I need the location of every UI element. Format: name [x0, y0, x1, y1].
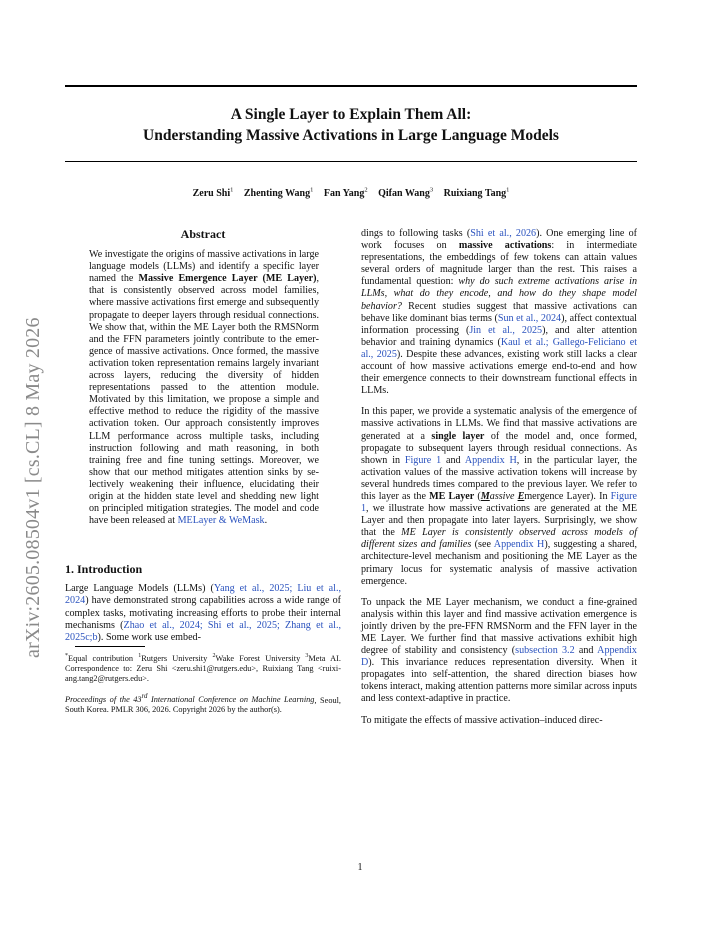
bold-term: ME Layer: [429, 490, 475, 502]
body-text: ), suggesting a shared, architecture-level mechanism and positioning the ME Layer as the primary locus for systematic analysis of massive activation emergence.: [361, 539, 637, 587]
footnote-text: Meta AI. Correspondence to: Zeru Shi <zeru.shi1@rutgers.edu>, Ruixiang Tang <ruixiang.tang2@rutgers.edu>.: [65, 653, 341, 683]
code-link[interactable]: MELayer & WeMask: [177, 515, 265, 527]
paragraph: [361, 406, 637, 587]
abstract-text: , that is consistently observed across model families, where massive activations first emerge and subsequently propagate to deeper layers through residual connections. We show that, within the ME Layer both the RMSNorm and the FFN parameters jointly contribute to the emergence of massive activations. Once formed, the massive activation token representation remains largely invariant across layers, reducing the diversity of hidden representations passed to the attention module. Motivated by this limitation, we propose a simple and effective method to reduce the rigidity of the massive activation token. Our approach consistently improves LLM performance across multiple tasks, including instruction following and math reasoning, in both training free and fine tuning settings. Moreover, we show that our method mitigates attention sinks by selectively weakening their influence, elucidating their origin at the hidden state level and shedding new light on principled mitigation strategies. The model and code have been released at: [89, 273, 319, 527]
paragraph: [361, 597, 637, 706]
citation-link[interactable]: Jin et al., 2025: [469, 324, 543, 336]
bold-term: massive activations: [458, 240, 552, 252]
body-text: ). One emerging line of work focuses on: [361, 228, 638, 252]
footnote-mark: 1: [138, 652, 142, 659]
citation-link[interactable]: Kaul et al.; Gallego-Feliciano et al., 2025: [361, 336, 637, 360]
appendix-link[interactable]: Appendix H: [464, 454, 517, 466]
acronym-letter: E: [517, 490, 525, 502]
body-text: and: [574, 645, 598, 657]
body-text: Recent studies suggest that massive activations can behave like dominant bias terms (: [361, 300, 637, 324]
proceedings-sup: rd: [141, 693, 148, 701]
author: [324, 188, 368, 199]
citation-link[interactable]: Shi et al., 2026: [470, 228, 537, 239]
italic-text: assive: [489, 490, 518, 502]
author-name: Ruixiang Tang: [443, 188, 507, 200]
proceedings-text: , Seoul, South Korea. PMLR 306, 2026. Copyright 2026 by the author(s).: [65, 695, 342, 715]
author-affiliation: 1: [506, 187, 510, 194]
proceedings-note: [65, 693, 341, 716]
footnote-text: Equal contribution: [68, 653, 139, 663]
author-name: Fan Yang: [323, 188, 365, 200]
author-affiliation: 1: [230, 187, 234, 194]
citation-link[interactable]: Yang et al., 2025; Liu et al., 2024: [65, 583, 341, 607]
arxiv-stamp-text: arXiv:2605.08504v1 [cs.CL] 8 May 2026: [22, 317, 44, 658]
figure-link[interactable]: Figure 1: [404, 454, 442, 466]
author-affiliation: 2: [364, 187, 368, 194]
body-text: mergence Layer). In: [524, 490, 611, 502]
arxiv-stamp: [20, 258, 46, 658]
section-heading: 1. Introduction: [65, 562, 143, 577]
body-text: ). Despite these advances, existing work still lacks a clear account of how massive activations emerge end-to-end and how their emergence connects to their downstream functional effects in LLMs.: [361, 348, 637, 397]
title-line-1: A Single Layer to Explain Them All:: [230, 106, 472, 123]
body-text: ). This invariance reduces representation diversity. When it propagates into self-attention, the shared direction biases how tokens interact, making attention patterns more similar across inputs and less context-adaptive in practice.: [361, 657, 637, 705]
author-name: Qifan Wang: [378, 188, 430, 200]
italic-text: ME Layer is consistently observed across models of different sizes and families: [361, 527, 637, 551]
body-text: Large Language Models (LLMs) (: [65, 583, 214, 595]
body-text: , in the particular layer, the activation values of the massive activation tokens will increase by several hundreds times compared to the previous layer. We refer to this layer as the: [361, 454, 637, 502]
right-column: [361, 228, 637, 727]
author: [444, 188, 510, 199]
body-text: (: [474, 490, 481, 502]
author-name: Zeru Shi: [192, 188, 231, 200]
title-bottom-rule: [65, 161, 637, 162]
acronym-letter: M: [480, 490, 490, 502]
appendix-link[interactable]: Appendix H: [493, 539, 545, 551]
page-number: 1: [357, 862, 363, 873]
abstract-heading: Abstract: [180, 227, 226, 241]
body-text: (see: [471, 539, 494, 551]
left-column: [65, 228, 341, 715]
paragraph: [361, 228, 637, 397]
author-name: Zhenting Wang: [243, 188, 311, 200]
body-text: dings to following tasks (: [361, 228, 471, 239]
body-text: ). Some work use embed-: [97, 631, 201, 643]
italic-text: why do such extreme activations arise in LLMs, what do they encode, and how do they shape model behavior?: [361, 276, 637, 312]
body-text: : in intermediate representations, the embeddings of few tokens can attain values several orders of magnitude larger than the rest. This raises a fundamental question:: [361, 240, 637, 288]
body-text: , we illustrate how massive activations are generated at the ME Layer and then propagate into later layers. Surprisingly, we show that the: [361, 503, 637, 539]
author: [244, 188, 313, 199]
paper-title: [65, 104, 637, 146]
body-text: To mitigate the effects of massive activation–induced direc-: [361, 714, 603, 726]
body-text: of the model and, once formed, propagate to subsequent layers through residual connections. As shown in: [361, 430, 638, 466]
footnote-mark: *: [65, 652, 68, 659]
figure-link[interactable]: Figure 1: [361, 490, 637, 515]
author: [378, 188, 433, 199]
author-affiliation: 3: [429, 187, 434, 194]
footnote-mark: 3: [305, 652, 309, 659]
abstract-text: We investigate the origins of massive activations in large language models (LLMs) and identify a specific layer named the: [89, 249, 319, 285]
body-text: ), affect contextual information processing (: [361, 312, 637, 336]
body-text: To unpack the ME Layer mechanism, we conduct a fine-grained analysis within this layer and find massive activation emergence is jointly driven by the pre-FFN RMSNorm and the FFN layer in the ME Layer. We further find that massive activations exhibit high degree of stability and consistency (: [361, 596, 637, 657]
footnote: [65, 651, 341, 684]
body-text: In this paper, we provide a systematic analysis of the emergence of massive activations in LLMs. We find that massive activations are generated at a: [361, 406, 637, 442]
body-text: ) have demonstrated strong capabilities across a wide range of complex tasks, motivating increasing efforts to probe their internal mechanisms (: [65, 595, 341, 631]
footnote-rule: [75, 646, 145, 647]
proceedings-text: Proceedings of the 43: [65, 695, 142, 705]
title-top-rule: [65, 85, 637, 87]
footnote-text: Rutgers University: [141, 653, 213, 663]
author: [193, 188, 234, 199]
footnote-mark: 2: [212, 652, 216, 659]
citation-link[interactable]: Sun et al., 2024: [497, 312, 562, 324]
section-link[interactable]: subsection 3.2: [515, 645, 575, 657]
title-line-2: Understanding Massive Activations in Large Language Models: [143, 127, 559, 144]
abstract-bold: Massive Emergence Layer (ME Layer): [138, 273, 317, 285]
footnote-text: Wake Forest University: [215, 653, 306, 663]
body-text: and: [441, 454, 465, 466]
body-text: ), and alter attention behavior and training dynamics (: [361, 324, 638, 348]
bold-term: single layer: [431, 430, 485, 442]
paragraph: [361, 715, 637, 727]
appendix-link[interactable]: Appendix D: [361, 645, 637, 669]
author-list: [65, 187, 637, 199]
proceedings-text: International Conference on Machine Learning: [147, 695, 315, 705]
abstract-text: .: [264, 515, 268, 527]
intro-paragraph: [65, 583, 341, 643]
author-affiliation: 1: [310, 187, 314, 194]
citation-link[interactable]: Zhao et al., 2024; Shi et al., 2025; Zhang et al., 2025c;b: [65, 619, 341, 643]
abstract-body: [89, 249, 319, 527]
